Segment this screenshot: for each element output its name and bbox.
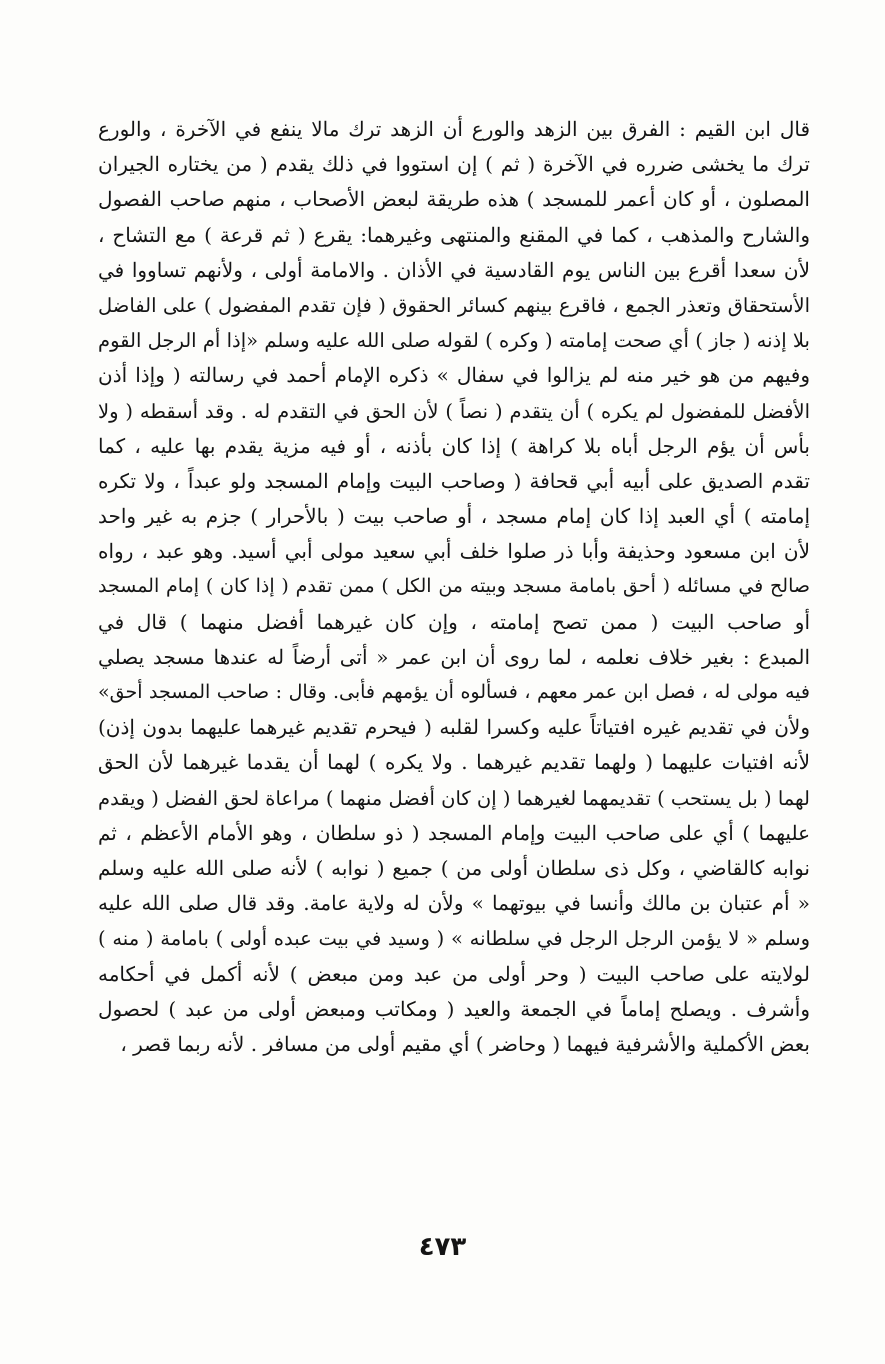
- text-line: قال ابن القيم : الفرق بين الزهد والورع أن الزهد ترك مالا ينفع في الآخرة ، والورع: [98, 117, 810, 141]
- text-line: إمامته ) أي العبد إذا كان إمام مسجد ، أو صاحب بيت ( بالأحرار ) جزم به غير واحد: [98, 504, 810, 529]
- text-line: « أم عتبان بن مالك وأنسا في بيوتهما » ولأن له ولاية عامة. وقد قال صلى الله عليه: [98, 891, 810, 916]
- text-line: بعض الأكملية والأشرفية فيهما ( وحاضر ) أي مقيم أولى من مسافر . لأنه ربما قصر ،: [120, 1031, 810, 1056]
- text-line: المبدع : بغير خلاف نعلمه ، لما روى أن ابن عمر « أتى أرضاً له عندها مسجد يصلي: [98, 644, 810, 669]
- text-line: تقدم الصديق على أبيه أبي قحافة ( وصاحب البيت وإمام المسجد ولو عبداً ، ولا تكره: [98, 468, 810, 493]
- text-line: المصلون ، أو كان أعمر للمسجد ) هذه طريقة لبعض الأصحاب ، منهم صاحب الفصول: [98, 187, 810, 212]
- text-line: وسلم « لا يؤمن الرجل الرجل في سلطانه » ( وسيد في بيت عبده أولى ) بامامة ( منه ): [98, 927, 810, 951]
- page-number: ٤٧٣: [418, 1232, 467, 1262]
- text-line: لولايته على صاحب البيت ( وحر أولى من عبد ومن مبعض ) لأنه أكمل في أحكامه: [98, 961, 810, 986]
- text-line: وفيهم من هو خير منه لم يزالوا في سفال » ذكره الإمام أحمد في رسالته ( وإذا أذن: [98, 363, 810, 388]
- text-line: لهما ( بل يستحب ) تقديمهما لغيرهما ( إن كان أفضل منهما ) مراعاة لحق الفضل ( ويقدم: [98, 786, 810, 810]
- text-line: فيه مولى له ، فصل ابن عمر معهم ، فسألوه أن يؤمهم فأبى. وقال : صاحب المسجد أحق»: [98, 681, 810, 703]
- text-line: لأن سعدا أقرع بين الناس يوم القادسية في الأذان . والامامة أولى ، ولأنهم تساووا في: [98, 257, 810, 282]
- text-line: صالح في مسائله ( أحق بامامة مسجد وبيته من الكل ) ممن تقدم ( إذا كان ) إمام المسجد: [98, 575, 810, 598]
- text-line: لأنه افتيات عليهما ( ولهما تقديم غيرهما . ولا يكره ) لهما أن يقدما غيرهما لأن الحق: [98, 750, 810, 775]
- text-line: لأن ابن مسعود وحذيفة وأبا ذر صلوا خلف أبي سعيد مولى أبي أسيد. وهو عبد ، رواه: [98, 539, 810, 564]
- text-line: ترك ما يخشى ضرره في الآخرة ( ثم ) إن استووا في ذلك يقدم ( من يختاره الجيران: [98, 152, 810, 177]
- page-body-text: [98, 112, 810, 1062]
- text-line: الأستحقاق وتعذر الجمع ، فاقرع بينهم كسائر الحقوق ( فإن تقدم المفضول ) على الفاضل: [98, 293, 810, 317]
- text-line: الأفضل للمفضول لم يكره ) أن يتقدم ( نصاً ) لأن الحق في التقدم له . وقد أسقطه ( ولا: [98, 399, 810, 423]
- text-line: نوابه كالقاضي ، وكل ذى سلطان أولى من ) جميع ( نوابه ) لأنه صلى الله عليه وسلم: [98, 855, 810, 880]
- text-line: عليهما ) أي على صاحب البيت وإمام المسجد ( ذو سلطان ، وهو الأمام الأعظم ، ثم: [98, 820, 810, 845]
- text-line: والشارح والمذهب ، كما في المقنع والمنتهى وغيرهما: يقرع ( ثم قرعة ) مع التشاح ،: [98, 222, 810, 247]
- text-line: أو صاحب البيت ( ممن تصح إمامته ، وإن كان غيرهما أفضل منهما ) قال في: [98, 609, 810, 634]
- text-line: ولأن في تقديم غيره افتياتاً عليه وكسرا لقلبه ( فيحرم تقديم غيرهما عليهما بدون إذن): [98, 715, 810, 740]
- text-line: بلا إذنه ( جاز ) أي صحت إمامته ( وكره ) لقوله صلى الله عليه وسلم «إذا أم الرجل القوم: [98, 329, 810, 353]
- text-line: بأس أن يؤم الرجل أباه بلا كراهة ) إذا كان بأذنه ، أو فيه مزية يقدم بها عليه ، كما: [98, 433, 810, 458]
- text-line: وأشرف . ويصلح إماماً في الجمعة والعيد ( ومكاتب ومبعض أولى من عبد ) لحصول: [98, 996, 810, 1021]
